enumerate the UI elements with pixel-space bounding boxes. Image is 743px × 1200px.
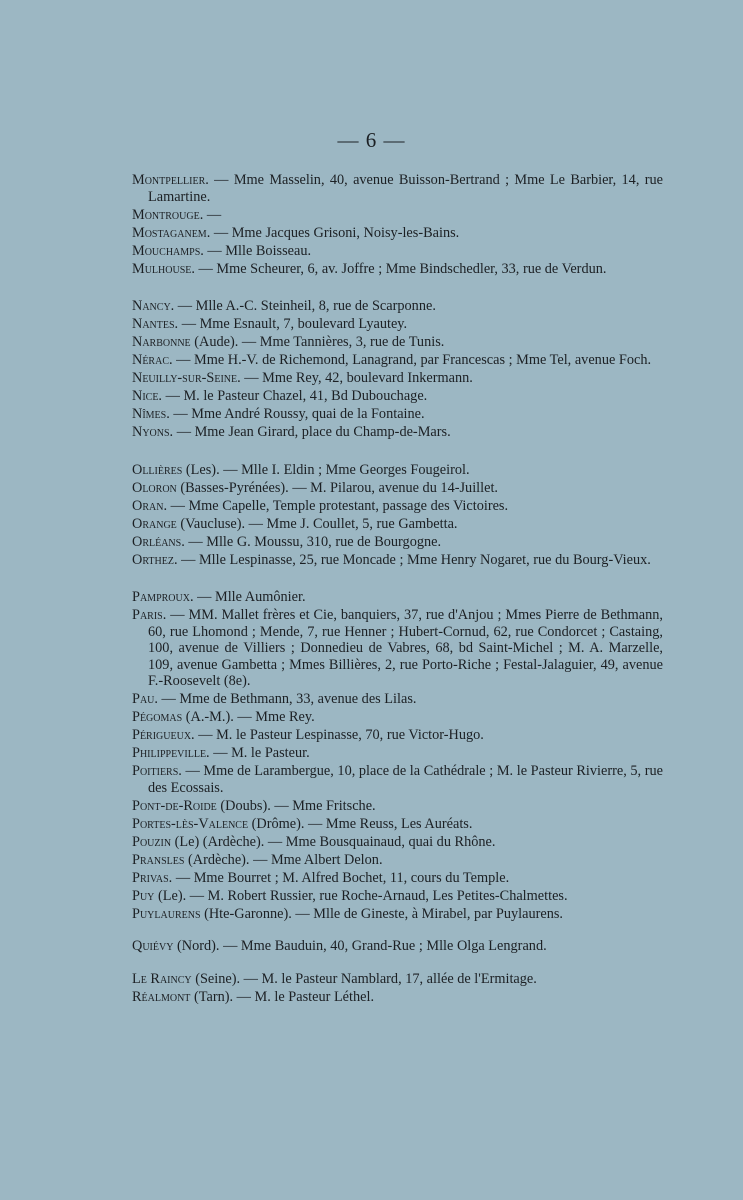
entry-privas	[132, 870, 663, 887]
entry-nerac	[132, 352, 663, 369]
entry-nyons	[132, 424, 663, 441]
entry-montrouge	[132, 207, 663, 224]
entry-puylaurens	[132, 906, 663, 923]
place-name: Mouchamps.	[132, 242, 204, 259]
place-name: Montrouge.	[132, 206, 204, 223]
entry-text: (Vaucluse). — Mme J. Coullet, 5, rue Gambetta.	[176, 515, 458, 532]
entry-text: — Mme H.-V. de Richemond, Lanagrand, par Francescas ; Mme Tel, avenue Foch.	[172, 352, 652, 368]
entry-oloron	[132, 480, 663, 497]
entry-text: (Nord). — Mme Bauduin, 40, Grand-Rue ; Mlle Olga Lengrand.	[173, 938, 547, 954]
entry-text: — Mme Esnault, 7, boulevard Lyautey.	[178, 316, 408, 332]
entry-philippeville	[132, 745, 663, 762]
place-name: Orléans.	[132, 533, 185, 550]
entry-pau	[132, 691, 663, 708]
entry-text: — M. le Pasteur.	[209, 745, 310, 761]
place-name: Nîmes.	[132, 406, 170, 422]
place-name: Pransles	[132, 851, 185, 868]
entry-text: (Seine). — M. le Pasteur Namblard, 17, allée de l'Ermitage.	[191, 970, 537, 987]
place-name: Nancy.	[132, 298, 175, 314]
entry-orleans	[132, 534, 663, 551]
place-name: Orthez.	[132, 551, 178, 568]
entry-pamproux	[132, 589, 663, 606]
entry-text: — Mlle Aumônier.	[193, 589, 306, 605]
entry-le-raincy	[132, 971, 663, 988]
entry-text: — Mme Scheurer, 6, av. Joffre ; Mme Bindschedler, 33, rue de Verdun.	[194, 260, 607, 277]
entry-text: — Mlle G. Moussu, 310, rue de Bourgogne.	[184, 533, 442, 550]
place-name: Pau.	[132, 691, 158, 707]
place-name: Paris.	[132, 607, 167, 623]
place-name: Puy	[132, 887, 155, 904]
entry-text: (Ardèche). — Mme Albert Delon.	[184, 851, 383, 868]
entry-text: — MM. Mallet frères et Cie, banquiers, 37, rue d'Anjou ; Mmes Pierre de Bethmann, 60, rue Lhomond ; Mende, 7, rue Henner ; Hubert-Cornud, 62, rue Condorcet ; Castaing, 100, avenue de Villiers ; Donnedieu de Vabres, 68, bd Saint-Michel ; M. A. Marzelle, 109, avenue Gambetta ; Mmes Billières, 2, rue Porto-Riche ; Festal-Jalaguier, 49, avenue F.-Roosevelt (8e).	[148, 607, 663, 689]
place-name: Oran.	[132, 497, 168, 514]
place-name: Nyons.	[132, 424, 174, 440]
entry-nice	[132, 388, 663, 405]
entry-perigueux	[132, 727, 663, 744]
entry-neuilly	[132, 370, 663, 387]
place-name: Narbonne	[132, 334, 191, 350]
entry-text: — Mme de Larambergue, 10, place de la Cathédrale ; M. le Pasteur Rivierre, 5, rue des Ecossais.	[148, 763, 663, 796]
entry-text: (Les). — Mlle I. Eldin ; Mme Georges Fougeirol.	[182, 461, 470, 478]
group-p	[132, 589, 663, 922]
place-name: Nice.	[132, 388, 163, 404]
entry-pont-de-roide	[132, 798, 663, 815]
place-name: Puylaurens	[132, 905, 201, 922]
entry-text: —	[203, 206, 222, 223]
entry-text: — Mme Jean Girard, place du Champ-de-Mars.	[173, 424, 451, 440]
place-name: Mulhouse.	[132, 260, 195, 277]
place-name: Neuilly-sur-Seine.	[132, 370, 241, 386]
place-name: Réalmont	[132, 988, 191, 1005]
place-name: Pont-de-Roide	[132, 797, 217, 814]
entry-text: (Le). — M. Robert Russier, rue Roche-Arnaud, Les Petites-Chalmettes.	[154, 887, 568, 904]
entry-orthez	[132, 552, 663, 569]
entry-text: — Mme Rey, 42, boulevard Inkermann.	[240, 370, 473, 386]
place-name: Portes-lès-Valence	[132, 815, 249, 832]
place-name: Nérac.	[132, 352, 173, 368]
place-name: Le Raincy	[132, 970, 192, 987]
entry-text: — M. le Pasteur Lespinasse, 70, rue Victor-Hugo.	[194, 727, 484, 743]
entry-pegomas	[132, 709, 663, 726]
entry-pouzin	[132, 834, 663, 851]
entry-nantes	[132, 316, 663, 333]
entry-pransles	[132, 852, 663, 869]
group-o	[132, 462, 663, 569]
entry-mulhouse	[132, 261, 663, 278]
place-name: Ollières	[132, 461, 183, 478]
group-m	[132, 172, 663, 277]
entry-quievy	[132, 938, 663, 955]
entry-text: — Mme Jacques Grisoni, Noisy-les-Bains.	[210, 224, 460, 241]
entry-nancy	[132, 298, 663, 315]
entry-text: (Le) (Ardèche). — Mme Bousquainaud, quai du Rhône.	[171, 833, 496, 850]
place-name: Mostaganem.	[132, 224, 211, 241]
place-name: Privas.	[132, 869, 173, 886]
entry-text: (A.-M.). — Mme Rey.	[182, 709, 315, 725]
entry-text: — Mme André Roussy, quai de la Fontaine.	[169, 406, 425, 422]
entry-text: (Aude). — Mme Tannières, 3, rue de Tunis.	[190, 334, 445, 350]
entry-text: — M. le Pasteur Chazel, 41, Bd Dubouchage.	[162, 388, 428, 404]
entry-oran	[132, 498, 663, 515]
place-name: Quiévy	[132, 938, 174, 954]
entry-paris	[132, 607, 663, 690]
entry-realmont	[132, 989, 663, 1006]
entry-montpellier	[132, 172, 663, 205]
group-n	[132, 298, 663, 441]
place-name: Oloron	[132, 479, 177, 496]
directory-listing	[132, 172, 663, 1026]
entry-narbonne	[132, 334, 663, 351]
entry-text: — Mme Bourret ; M. Alfred Bochet, 11, cours du Temple.	[172, 869, 510, 886]
entry-puy	[132, 888, 663, 905]
entry-text: — Mlle A.-C. Steinheil, 8, rue de Scarponne.	[174, 298, 436, 314]
place-name: Périgueux.	[132, 727, 195, 743]
entry-text: — Mlle Lespinasse, 25, rue Moncade ; Mme Henry Nogaret, rue du Bourg-Vieux.	[177, 551, 651, 568]
page-number: — 6 —	[337, 128, 406, 152]
place-name: Orange	[132, 515, 177, 532]
entry-text: — Mme Capelle, Temple protestant, passage des Victoires.	[167, 497, 509, 514]
entry-text: — Mlle Boisseau.	[203, 242, 312, 259]
place-name: Pégomas	[132, 709, 183, 725]
entry-text: (Hte-Garonne). — Mlle de Gineste, à Mirabel, par Puylaurens.	[200, 905, 563, 922]
place-name: Montpellier.	[132, 172, 209, 188]
entry-text: — Mme de Bethmann, 33, avenue des Lilas.	[157, 691, 417, 707]
place-name: Poitiers.	[132, 763, 182, 779]
entry-text: — Mme Masselin, 40, avenue Buisson-Bertrand ; Mme Le Barbier, 14, rue Lamartine.	[148, 172, 663, 205]
entry-text: (Drôme). — Mme Reuss, Les Auréats.	[248, 815, 473, 832]
entry-text: (Basses-Pyrénées). — M. Pilarou, avenue du 14-Juillet.	[176, 479, 499, 496]
entry-mostaganem	[132, 225, 663, 242]
entry-text: (Doubs). — Mme Fritsche.	[216, 797, 376, 814]
group-r	[132, 971, 663, 1006]
place-name: Nantes.	[132, 316, 179, 332]
place-name: Pouzin	[132, 833, 172, 850]
entry-text: (Tarn). — M. le Pasteur Léthel.	[190, 988, 375, 1005]
place-name: Philippeville.	[132, 745, 210, 761]
entry-poitiers	[132, 763, 663, 796]
entry-mouchamps	[132, 243, 663, 260]
entry-portes-les-valence	[132, 816, 663, 833]
entry-nimes	[132, 406, 663, 423]
group-q	[132, 938, 663, 955]
place-name: Pamproux.	[132, 589, 194, 605]
entry-ollieres	[132, 462, 663, 479]
entry-orange	[132, 516, 663, 533]
